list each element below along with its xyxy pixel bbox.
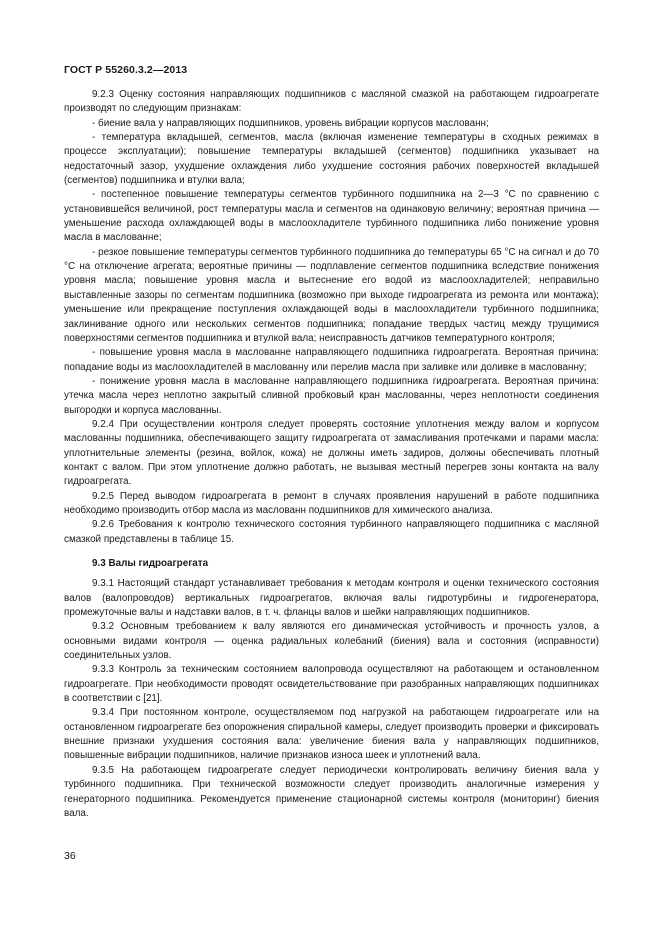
- section-title-9-3: 9.3 Валы гидроагрегата: [92, 558, 209, 569]
- list-item: - биение вала у направляющих подшипников, уровень вибрации корпусов маслованн;: [92, 117, 489, 129]
- paragraph-9-3-2: 9.3.2 Основным требованием к валу являются его динамическая устойчивость и прочность узлов, а основными видами контроля — оценка радиальных колебаний (биения) вала и состояния (исправности) соединительных узлов.: [64, 621, 599, 662]
- list-item: - температура вкладышей, сегментов, масла (включая изменение температуры в сходных режимах в процессе эксплуатации); повышение температуры вкладышей (сегментов) подшипника указывает на недостаточный зазор, ухудшение охлаждения либо ухудшение состояния рабочих поверхностей вкладышей (сегментов) подшипника и втулки вала;: [64, 132, 599, 187]
- paragraph-9-2-6: 9.2.6 Требования к контролю технического состояния турбинного направляющего подшипника с масляной смазкой представлены в таблице 15.: [64, 519, 599, 545]
- paragraph-9-2-5: 9.2.5 Перед выводом гидроагрегата в ремонт в случаях проявления нарушений в работе подшипника необходимо производить отбор масла из маслованн подшипников для химического анализа.: [64, 490, 599, 516]
- list-item: - постепенное повышение температуры сегментов турбинного подшипника на 2—3 °С по сравнению с установившейся величиной, рост температуры масла и сегментов на одинаковую величину; вероятная причина — уменьшение расхода охлаждающей воды в маслоохладителе турбинного подшипника либо понижение уровня масла в маслованне;: [64, 189, 599, 244]
- paragraph-9-3-5: 9.3.5 На работающем гидроагрегате следует периодически контролировать величину биения вала у турбинного подшипника. При технической возможности следует производить аналогичные измерения у генераторного подшипника. Рекомендуется применение стационарной системы контроля (мониторинг) биения вала.: [64, 764, 599, 819]
- list-item: - понижение уровня масла в маслованне направляющего подшипника гидроагрегата. Вероятная причина: утечка масла через неплотно закрытый сливной пробковый кран маслованны, через неплотности соединения выгородки и корпуса маслованны.: [64, 375, 599, 416]
- paragraph-9-3-4: 9.3.4 При постоянном контроле, осуществляемом под нагрузкой на работающем гидроагрегате или на остановленном гидроагрегате без опорожнения спиральной камеры, следует производить проверки и фиксировать внешние признаки ухудшения состояния вала: увеличение биения вала у направляющих подшипников, повышенные вибрации подшипников, наличие признаков износа шеек и уплотнений вала.: [64, 707, 599, 762]
- list-item: - резкое повышение температуры сегментов турбинного подшипника до температуры 65 °С на сигнал и до 70 °С на отключение агрегата; вероятные причины — подплавление сегментов подшипника вследствие понижения уровня масла; повышение уровня масла и вытеснение его водой из маслоохладителей; неправильно выставленные зазоры по сегментам подшипника (возможно при выходе гидроагрегата из ремонта или монтажа); уменьшение или прекращение поступления охлаждающей воды в маслоохладители турбинного подшипника; заклинивание одного или нескольких сегментов подшипника; попадание твердых частиц между трущимися поверхностями сегментов подшипника и втулкой вала; неисправность датчиков температурного контроля;: [64, 246, 599, 344]
- paragraph-9-3-1: 9.3.1 Настоящий стандарт устанавливает требования к методам контроля и оценки технического состояния валов (валопроводов) вертикальных гидроагрегатов, включая валы гидротурбины и гидрогенератора, промежуточные валы и надставки валов, в т. ч. фланцы валов и шейки направляющих подшипников.: [64, 578, 599, 619]
- paragraph-9-2-3: 9.2.3 Оценку состояния направляющих подшипников с масляной смазкой на работающем гидроагрегате производят по следующим признакам:: [64, 89, 599, 115]
- paragraph-9-2-4: 9.2.4 При осуществлении контроля следует проверять состояние уплотнения между валом и корпусом маслованны подшипника, обеспечивающего защиту гидроагрегата от замасливания протечками и парами масла: уплотнительные элементы (резина, войлок, кожа) не должны иметь задиров, должны обеспечивать плотный контакт с валом. При этом уплотнение должно работать, не вызывая местный перегрев зоны контакта на валу гидроагрегата.: [64, 418, 599, 488]
- paragraph-9-3-3: 9.3.3 Контроль за техническим состоянием валопровода осуществляют на работающем и остановленном гидроагрегате. При необходимости проводят освидетельствование при разобранных направляющих подшипниках в соответствии с [21].: [64, 664, 599, 705]
- document-header: ГОСТ Р 55260.3.2—2013: [64, 64, 188, 76]
- document-body: [64, 88, 599, 821]
- list-item: - повышение уровня масла в маслованне направляющего подшипника гидроагрегата. Вероятная причина: попадание воды из маслоохладителей в маслованну или перелив масла при заливке или доливке в маслованну;: [64, 347, 599, 373]
- page-number: 36: [64, 850, 76, 862]
